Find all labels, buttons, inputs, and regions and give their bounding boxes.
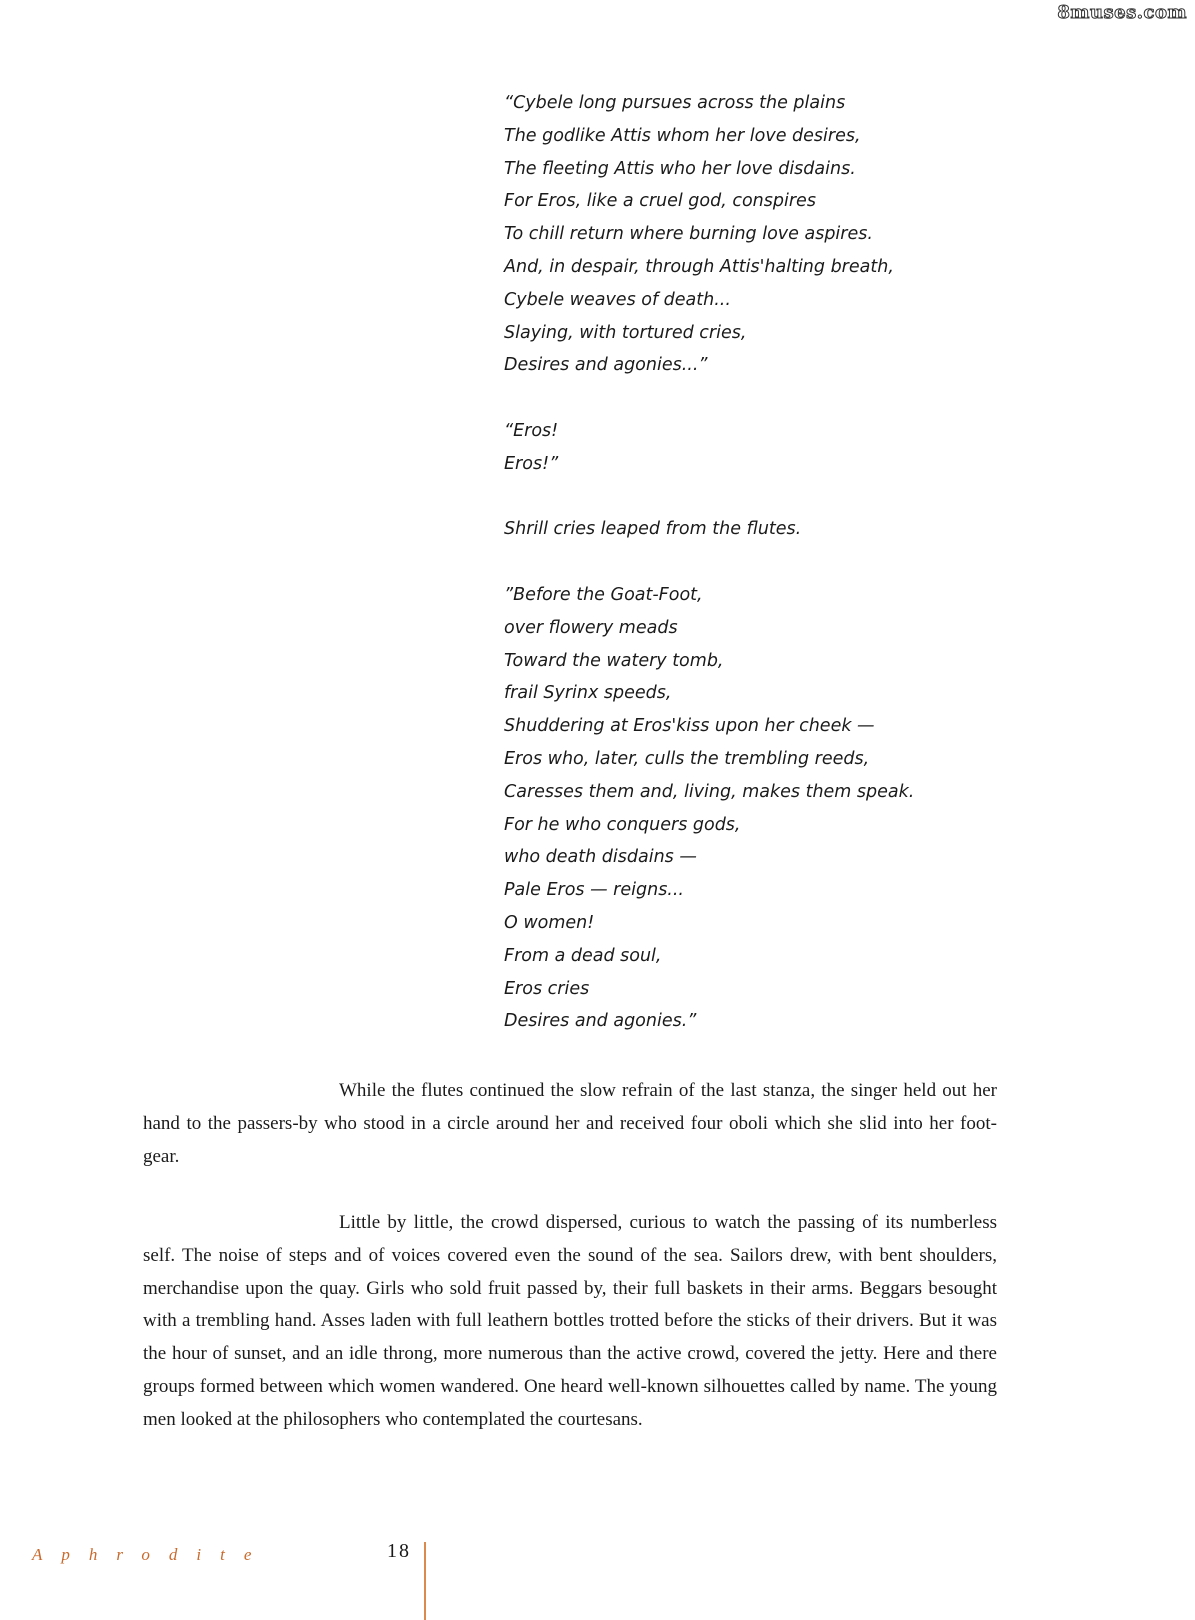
paragraph-text: While the flutes continued the slow refrain of the last stanza, the singer held out her hand to the passers-by who stood in a circle around her and received four oboli which she slid into her foot-gear.: [143, 1080, 997, 1167]
poem-line: Eros!”: [504, 453, 559, 474]
poem-line: Shrill cries leaped from the flutes.: [504, 519, 802, 540]
poem-line: who death disdains —: [504, 847, 697, 868]
poem-line: “Eros!: [504, 420, 559, 441]
poem-line: frail Syrinx speeds,: [504, 683, 672, 704]
poem-line: over flowery meads: [504, 617, 678, 638]
poem-line: Caresses them and, living, makes them speak.: [504, 781, 915, 802]
prose-paragraph-flutes: [143, 1075, 997, 1173]
poem-stanza-cybele: [504, 87, 1064, 382]
prose-paragraph-crowd: [143, 1207, 997, 1437]
poem-block: [504, 87, 1064, 1071]
poem-line: The fleeting Attis who her love disdains.: [504, 158, 856, 179]
watermark-logo: 8muses.com: [1057, 2, 1187, 23]
paragraph-text: Little by little, the crowd dispersed, curious to watch the passing of its numberless self. The noise of steps and of voices covered even the sound of the sea. Sailors drew, with bent shoulders, merchandise upon the quay. Girls who sold fruit passed by, their full baskets in their arms. Beggars besought with a trembling hand. Asses laden with full leathern bottles trotted before the sticks of their drivers. But it was the hour of sunset, and an idle throng, more numerous than the active crowd, covered the jetty. Here and there groups formed between which women wandered. One heard well-known silhouettes called by name. The young men looked at the philosophers who contemplated the courtesans.: [143, 1212, 997, 1430]
poem-line: Pale Eros — reigns...: [504, 880, 684, 901]
poem-line: Slaying, with tortured cries,: [504, 322, 747, 343]
poem-line: From a dead soul,: [504, 945, 662, 966]
footer-divider: [424, 1542, 426, 1620]
poem-stanza-eros-cry: [504, 415, 1064, 481]
poem-line: For he who conquers gods,: [504, 814, 741, 835]
poem-line: Desires and agonies.”: [504, 1011, 697, 1032]
poem-line: O women!: [504, 912, 595, 933]
poem-line: The godlike Attis whom her love desires,: [504, 125, 861, 146]
poem-line: Toward the watery tomb,: [504, 650, 724, 671]
poem-line: For Eros, like a cruel god, conspires: [504, 191, 816, 212]
poem-line: To chill return where burning love aspires.: [504, 224, 873, 245]
poem-line: Eros cries: [504, 978, 590, 999]
poem-line: Cybele weaves of death...: [504, 289, 731, 310]
poem-line: Desires and agonies...”: [504, 355, 708, 376]
poem-stanza-syrinx: [504, 579, 1064, 1038]
footer-book-title: Aphrodite: [32, 1545, 271, 1564]
poem-line: Shuddering at Eros'kiss upon her cheek —: [504, 716, 875, 737]
poem-line: And, in despair, through Attis'halting breath,: [504, 256, 894, 277]
poem-line: “Cybele long pursues across the plains: [504, 93, 846, 113]
poem-stanza-narration: [504, 513, 1064, 546]
poem-line: Eros who, later, culls the trembling reeds,: [504, 748, 870, 769]
page-number: 18: [387, 1540, 411, 1562]
poem-line: ”Before the Goat-Foot,: [504, 584, 703, 605]
